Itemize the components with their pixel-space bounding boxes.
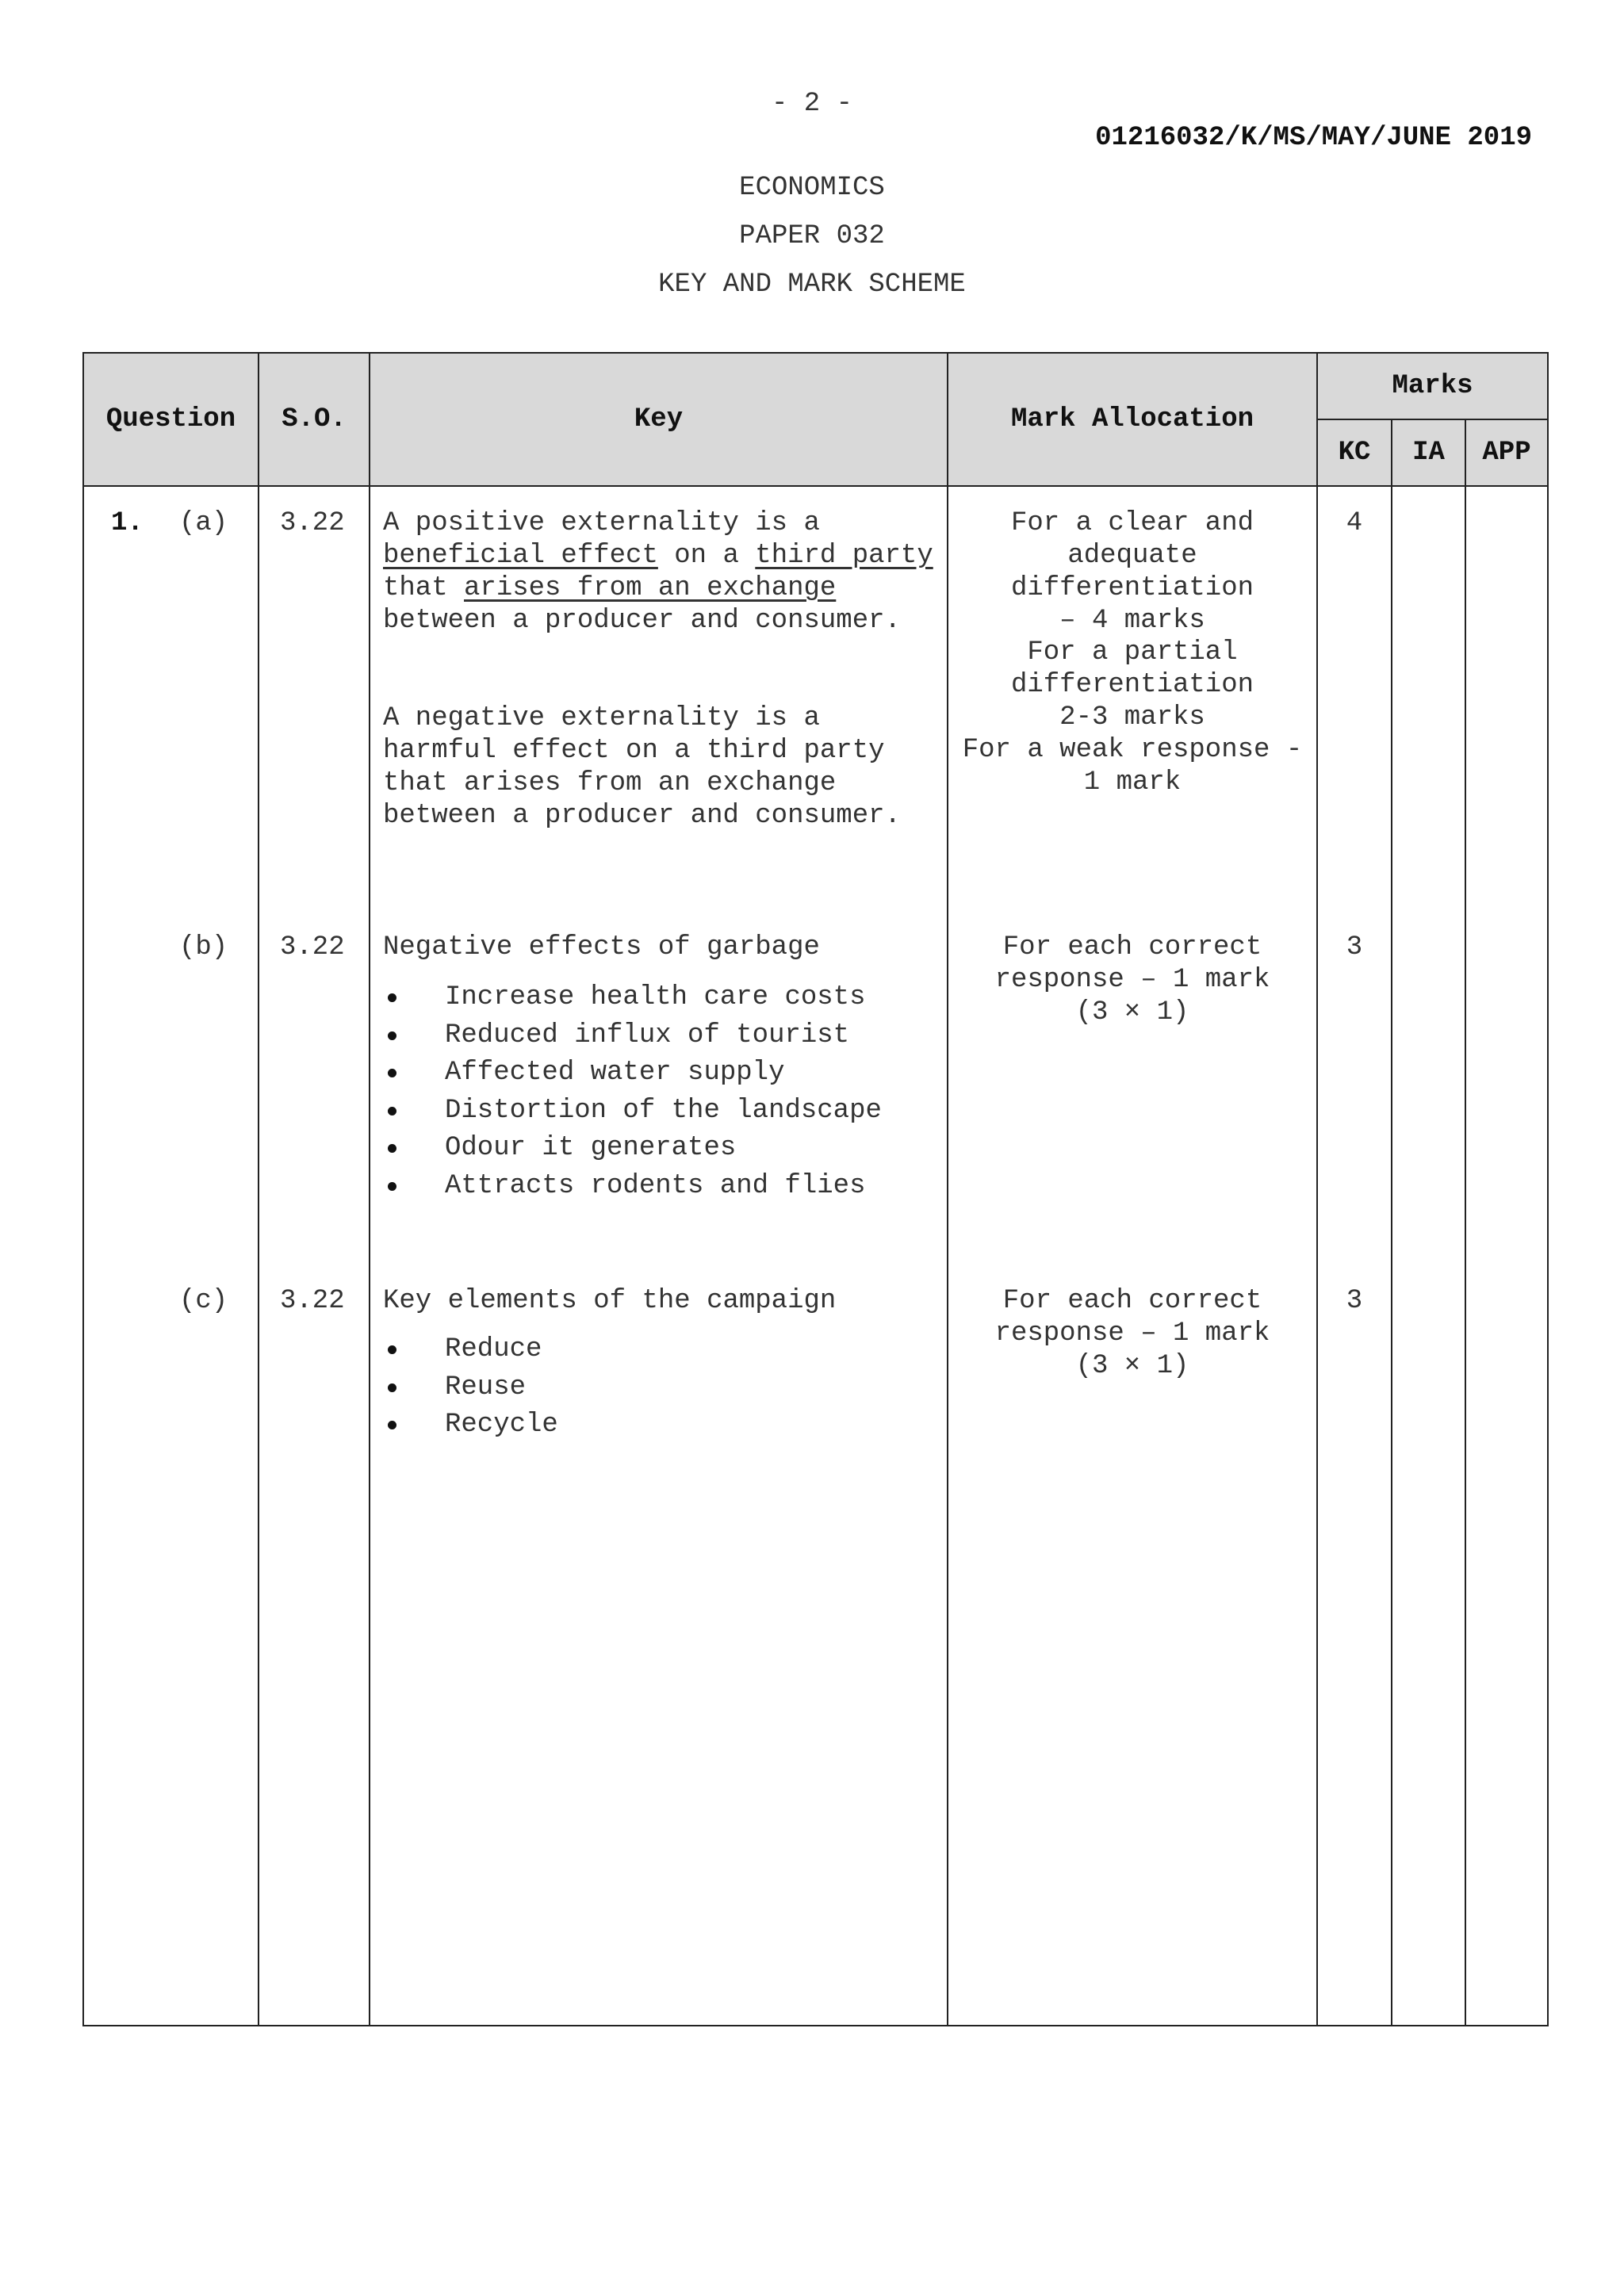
document-code: 01216032/K/MS/MAY/JUNE 2019 (1095, 123, 1532, 153)
list-item: Attracts rodents and flies (383, 1168, 882, 1206)
header-key: Key (370, 353, 948, 486)
header-question: Question (83, 353, 259, 486)
header-kc: KC (1317, 419, 1392, 486)
mark-a-2: For a partial differentiation 2-3 marks (1010, 637, 1254, 733)
list-item: Affected water supply (383, 1054, 882, 1093)
mark-a-1: For a clear and adequate differentiation – 4 marks (1010, 508, 1254, 636)
key-underlined-segment: beneficial effect (383, 541, 658, 571)
key-underlined-segment: arises from an exchange (464, 573, 837, 603)
so-b: 3.22 (280, 932, 345, 962)
key-text-segment: between a producer and consumer. (383, 606, 901, 636)
mark-c-1: For each correct response – 1 mark (3 × 1) (994, 1286, 1270, 1381)
key-c-heading: Key elements of the campaign (383, 1286, 837, 1316)
header-app: APP (1465, 419, 1548, 486)
question-number: 1. (111, 508, 144, 538)
key-text-segment: on a (674, 541, 739, 571)
part-label-b: (b) (179, 932, 228, 962)
kc-b: 3 (1346, 932, 1363, 962)
key-c-bullet-list (383, 1331, 558, 1445)
subject-title: ECONOMICS (739, 173, 885, 203)
key-b-bullet-list (383, 979, 882, 1205)
key-underlined-segment: third party (755, 541, 933, 571)
so-c: 3.22 (280, 1286, 345, 1316)
page-number: - 2 - (771, 89, 853, 119)
question-cell (83, 486, 259, 2026)
so-a: 3.22 (280, 508, 345, 538)
part-label-c: (c) (179, 1286, 228, 1316)
ia-cell (1392, 486, 1465, 2026)
app-cell (1465, 486, 1548, 2026)
key-text-segment: that (383, 573, 448, 603)
key-a-paragraph-2: A negative externality is a harmful effect on a third party that arises from an exchange between a producer and consumer. (383, 703, 901, 831)
key-a-paragraph-1 (383, 507, 938, 637)
list-item: Distortion of the landscape (383, 1093, 882, 1131)
mark-scheme-table (82, 352, 1549, 2026)
part-label-a: (a) (179, 508, 228, 538)
table-row (83, 486, 1548, 2026)
list-item: Recycle (383, 1406, 558, 1445)
kc-cell (1317, 486, 1392, 2026)
mark-allocation-cell (948, 486, 1317, 2026)
so-cell (259, 486, 370, 2026)
list-item: Reuse (383, 1369, 558, 1407)
header-marks: Marks (1317, 353, 1548, 419)
document-title: KEY AND MARK SCHEME (658, 270, 966, 300)
key-b-heading: Negative effects of garbage (383, 932, 820, 962)
list-item: Increase health care costs (383, 979, 882, 1017)
list-item: Reduced influx of tourist (383, 1017, 882, 1055)
header-mark-allocation: Mark Allocation (948, 353, 1317, 486)
list-item: Reduce (383, 1331, 558, 1369)
paper-title: PAPER 032 (739, 221, 885, 251)
mark-b-1: For each correct response – 1 mark (3 × 1) (994, 932, 1270, 1027)
header-ia: IA (1392, 419, 1465, 486)
list-item: Odour it generates (383, 1130, 882, 1168)
key-text-segment: A positive externality is a (383, 508, 820, 538)
kc-c: 3 (1346, 1286, 1363, 1316)
key-cell (370, 486, 948, 2026)
mark-a-3: For a weak response - 1 mark (962, 735, 1303, 798)
header-so: S.O. (259, 353, 370, 486)
kc-a: 4 (1346, 508, 1363, 538)
